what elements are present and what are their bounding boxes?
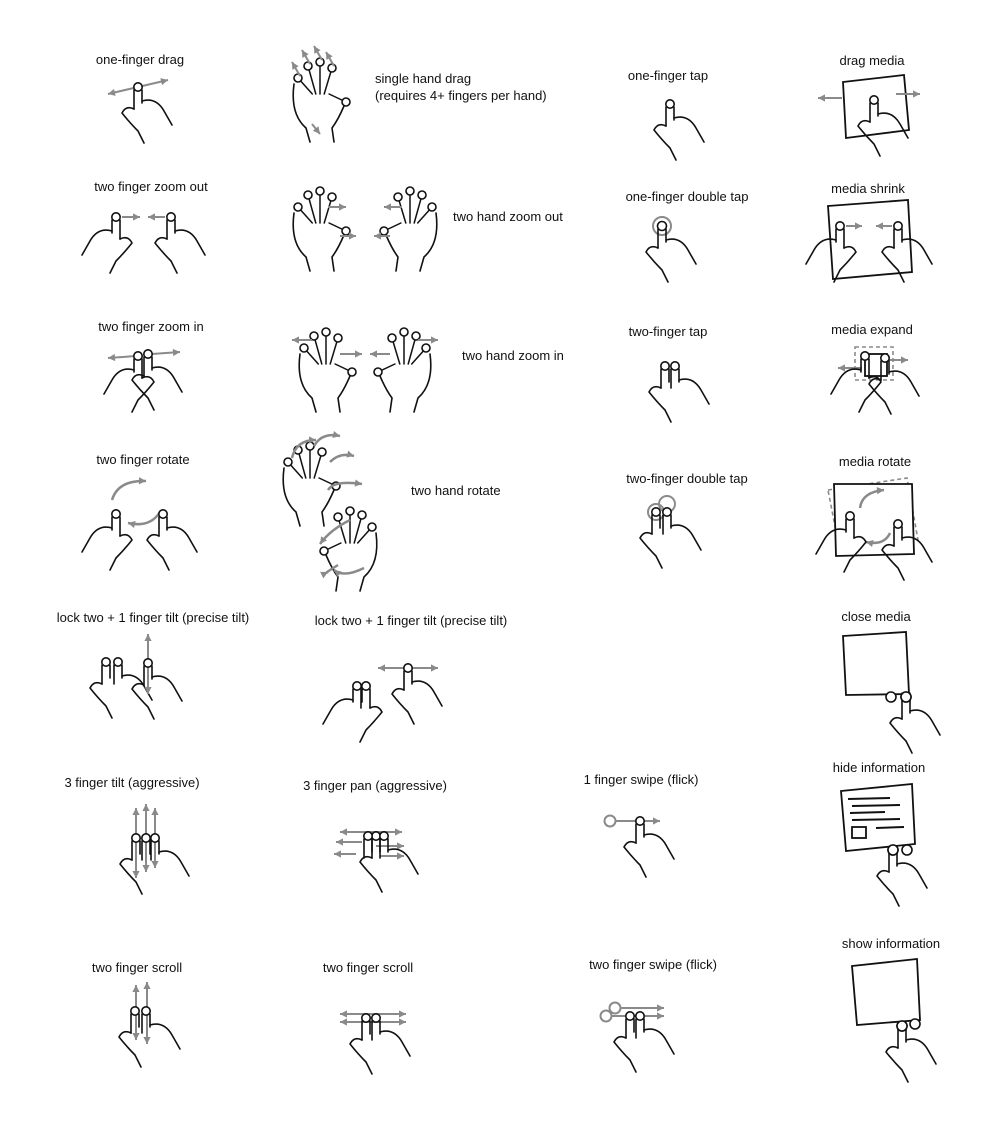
one-finger-double-tap-icon [646, 217, 696, 282]
gesture-label [323, 959, 413, 976]
media-shrink-icon [806, 200, 932, 282]
gesture-label-text: show information [841, 936, 941, 951]
gesture-label [626, 470, 747, 487]
one-finger-swipe-icon [605, 816, 675, 878]
two-finger-double-tap-icon [640, 496, 701, 568]
three-finger-tilt-icon [120, 804, 189, 894]
close-media-icon [843, 632, 940, 753]
gesture-label-text: single hand drag [375, 71, 472, 86]
two-finger-zoom-out-icon [82, 213, 205, 273]
gesture-label-text: close media [841, 609, 911, 624]
media-expand-icon [831, 347, 919, 414]
two-finger-swipe-icon [601, 1003, 675, 1073]
gesture-label-text: two finger scroll [91, 960, 183, 975]
two-finger-rotate-icon [82, 477, 197, 570]
two-finger-tap-icon [649, 362, 709, 422]
gesture-label-text: two hand rotate [411, 483, 501, 498]
gesture-label-text: two-finger tap [628, 324, 708, 339]
gesture-label-text: hide information [832, 760, 926, 775]
gesture-label [629, 323, 708, 340]
lock-two-plus-one-tilt-icon [90, 634, 182, 719]
gesture-label-text: two-finger double tap [626, 471, 748, 486]
one-finger-tap-icon [654, 100, 704, 160]
single-hand-drag-icon [292, 46, 350, 142]
gesture-label-text: two hand zoom in [462, 348, 564, 363]
two-hand-zoom-out-icon [293, 187, 437, 271]
gesture-label [462, 347, 564, 364]
two-finger-zoom-in-icon [104, 349, 182, 412]
two-hand-rotate-icon [283, 431, 377, 591]
show-information-icon [852, 959, 936, 1082]
gesture-label-subtext: (requires 4+ fingers per hand) [375, 88, 547, 103]
gesture-label-text: two finger swipe (flick) [589, 957, 717, 972]
gesture-label-text: 1 finger swipe (flick) [583, 772, 699, 787]
gesture-label-text: one-finger double tap [625, 189, 749, 204]
gesture-label-text: media rotate [838, 454, 912, 469]
gesture-label [839, 52, 904, 69]
gesture-label [841, 608, 910, 625]
one-finger-drag-icon [108, 78, 172, 143]
gesture-label [842, 935, 940, 952]
two-finger-scroll-horizontal-icon [340, 1010, 410, 1074]
gesture-label-text: two hand zoom out [453, 209, 563, 224]
drag-media-icon [818, 75, 920, 156]
gesture-label-text: lock two + 1 finger tilt (precise tilt) [56, 610, 250, 625]
gesture-label-text: two finger scroll [322, 960, 414, 975]
gesture-label [584, 771, 699, 788]
three-finger-pan-icon [334, 828, 418, 892]
gesture-label-text: lock two + 1 finger tilt (precise tilt) [314, 613, 508, 628]
gesture-label-text: 3 finger pan (aggressive) [303, 778, 447, 793]
gesture-label-text: one-finger tap [627, 68, 709, 83]
gesture-label [833, 759, 926, 776]
gesture-label [57, 609, 250, 626]
gesture-label [94, 178, 207, 195]
gesture-label-text: two finger zoom in [98, 319, 204, 334]
gesture-label [96, 451, 189, 468]
gesture-label-text: 3 finger tilt (aggressive) [64, 775, 200, 790]
gesture-label-text: media expand [831, 322, 913, 337]
gesture-label [626, 188, 749, 205]
gesture-label [589, 956, 717, 973]
two-finger-scroll-vertical-icon [119, 982, 180, 1067]
gesture-label-text: drag media [839, 53, 905, 68]
gesture-label-text: media shrink [831, 181, 905, 196]
gesture-label [831, 180, 905, 197]
lock-two-plus-one-tilt-horizontal-icon [323, 664, 442, 742]
hide-information-icon [841, 784, 927, 906]
gesture-label [831, 321, 913, 338]
gesture-label [375, 70, 547, 104]
gesture-label-text: two finger rotate [96, 452, 190, 467]
gesture-label [839, 453, 911, 470]
gesture-label-text: one-finger drag [95, 52, 185, 67]
gesture-label [303, 777, 447, 794]
gesture-label-text: two finger zoom out [94, 179, 208, 194]
gesture-label [98, 318, 204, 335]
gesture-label [64, 774, 199, 791]
media-rotate-icon [816, 478, 932, 580]
gesture-label [411, 482, 501, 499]
gesture-label [315, 612, 508, 629]
gesture-label [96, 51, 184, 68]
gesture-label [92, 959, 182, 976]
gesture-label [453, 208, 563, 225]
gesture-label [628, 67, 708, 84]
two-hand-zoom-in-icon [292, 328, 438, 412]
